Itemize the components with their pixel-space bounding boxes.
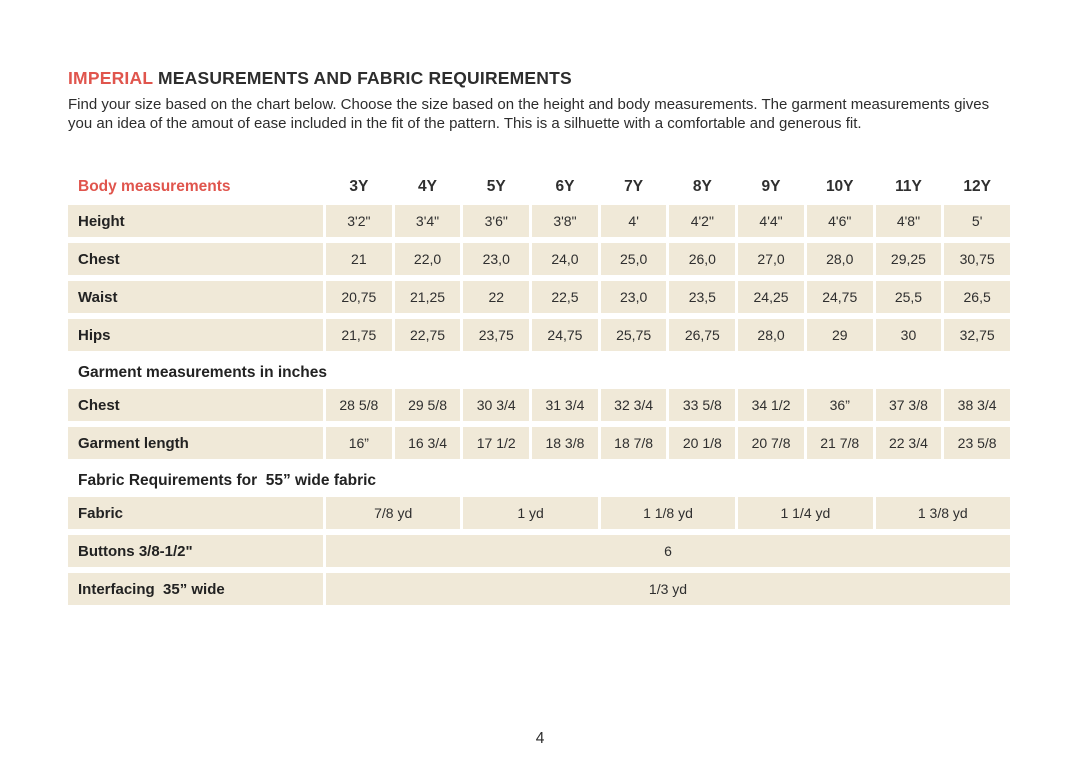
size-col-header-11y: 11Y: [895, 178, 922, 195]
measurement-cell: 20 7/8: [738, 427, 804, 459]
size-col-header-5y: 5Y: [486, 178, 506, 195]
measurement-cell: 18 3/8: [532, 427, 598, 459]
page-content: [68, 68, 1010, 605]
measurement-cell: 3'4": [395, 205, 461, 237]
size-col-header-7y: 7Y: [624, 178, 644, 195]
measurement-cell: 30,75: [944, 243, 1010, 275]
measurement-cell: 5': [944, 205, 1010, 237]
measurement-cell: 36”: [807, 389, 873, 421]
size-col-header-3y: 3Y: [349, 178, 369, 195]
measurement-cell: 23,75: [463, 319, 529, 351]
measurement-cell: 17 1/2: [463, 427, 529, 459]
measurement-cell: 30: [876, 319, 942, 351]
measurement-cell: 24,75: [532, 319, 598, 351]
measurement-cell: 22 3/4: [876, 427, 942, 459]
measurement-cell: 4'6": [807, 205, 873, 237]
measurement-cell: 22: [463, 281, 529, 313]
size-col-header-6y: 6Y: [555, 178, 575, 195]
measurements-table: [68, 175, 1010, 605]
measurement-cell: 4'2": [669, 205, 735, 237]
size-col-header-12y: 12Y: [963, 178, 991, 195]
measurement-cell: 29: [807, 319, 873, 351]
row-label-height: Height: [68, 205, 323, 237]
measurement-cell: 33 5/8: [669, 389, 735, 421]
row-label-hips: Hips: [68, 319, 323, 351]
row-label-fabric: Fabric: [68, 497, 323, 529]
row-label-waist: Waist: [68, 281, 323, 313]
fabric-yardage-cell: 1 1/4 yd: [738, 497, 872, 529]
measurement-cell: 4': [601, 205, 667, 237]
measurement-cell: 3'2": [326, 205, 392, 237]
page-title: [68, 68, 1010, 89]
measurement-cell: 27,0: [738, 243, 804, 275]
measurement-cell: 25,75: [601, 319, 667, 351]
measurement-cell: 18 7/8: [601, 427, 667, 459]
measurement-cell: 24,0: [532, 243, 598, 275]
measurement-cell: 31 3/4: [532, 389, 598, 421]
row-label-chest: Chest: [68, 243, 323, 275]
measurement-cell: 26,5: [944, 281, 1010, 313]
size-col-header-10y: 10Y: [825, 178, 854, 195]
row-label-garment-length: Garment length: [68, 427, 323, 459]
measurement-cell: 23 5/8: [944, 427, 1010, 459]
measurement-cell: 23,0: [463, 243, 529, 275]
measurement-cell: 22,75: [395, 319, 461, 351]
measurement-cell: 22,5: [532, 281, 598, 313]
measurement-cell: 21 7/8: [807, 427, 873, 459]
measurement-cell: 16 3/4: [395, 427, 461, 459]
buttons-count-cell: 6: [326, 535, 1010, 567]
measurement-cell: 26,75: [669, 319, 735, 351]
measurement-cell: 28,0: [738, 319, 804, 351]
size-col-header-9y: 9Y: [761, 178, 781, 195]
fabric-yardage-cell: 1 1/8 yd: [601, 497, 735, 529]
measurement-cell: 25,0: [601, 243, 667, 275]
section-title-fabric-requirements: Fabric Requirements for 55” wide fabric: [78, 472, 377, 489]
row-label-interfacing: Interfacing 35” wide: [68, 573, 323, 605]
size-col-header-4y: 4Y: [418, 178, 438, 195]
measurement-cell: 32,75: [944, 319, 1010, 351]
measurement-cell: 4'4": [738, 205, 804, 237]
measurement-cell: 20 1/8: [669, 427, 735, 459]
size-col-header-8y: 8Y: [692, 178, 712, 195]
measurement-cell: 22,0: [395, 243, 461, 275]
measurement-cell: 16”: [326, 427, 392, 459]
measurement-cell: 28,0: [807, 243, 873, 275]
table-header-body-measurements: Body measurements: [78, 178, 231, 195]
measurement-cell: 3'6": [463, 205, 529, 237]
measurement-cell: 21,75: [326, 319, 392, 351]
measurement-cell: 4'8": [876, 205, 942, 237]
fabric-yardage-cell: 1 3/8 yd: [876, 497, 1010, 529]
fabric-yardage-cell: 1 yd: [463, 497, 597, 529]
measurement-cell: 28 5/8: [326, 389, 392, 421]
page-number: 4: [535, 730, 545, 747]
row-label-garment-chest: Chest: [68, 389, 323, 421]
page-title-rest: MEASUREMENTS AND FABRIC REQUIREMENTS: [152, 68, 572, 88]
intro-paragraph: Find your size based on the chart below. Choose the size based on the height and body measurements. The garment measurements gives you an idea of the amout of ease included in the fit of the pattern. This is a silhuette with a comfortable and generous fit.: [68, 96, 990, 132]
measurement-cell: 29,25: [876, 243, 942, 275]
interfacing-yardage-cell: 1/3 yd: [326, 573, 1010, 605]
measurement-cell: 23,0: [601, 281, 667, 313]
page-title-highlight: IMPERIAL: [68, 68, 153, 88]
measurement-cell: 25,5: [876, 281, 942, 313]
row-label-buttons: Buttons 3/8-1/2": [68, 535, 323, 567]
section-title-garment-measurements: Garment measurements in inches: [78, 364, 327, 381]
measurement-cell: 21: [326, 243, 392, 275]
measurement-cell: 34 1/2: [738, 389, 804, 421]
measurement-cell: 23,5: [669, 281, 735, 313]
fabric-yardage-cell: 7/8 yd: [326, 497, 460, 529]
measurement-cell: 26,0: [669, 243, 735, 275]
measurement-cell: 30 3/4: [463, 389, 529, 421]
measurement-cell: 20,75: [326, 281, 392, 313]
measurement-cell: 29 5/8: [395, 389, 461, 421]
measurement-cell: 3'8": [532, 205, 598, 237]
measurement-cell: 37 3/8: [876, 389, 942, 421]
measurement-cell: 24,75: [807, 281, 873, 313]
measurement-cell: 21,25: [395, 281, 461, 313]
measurement-cell: 32 3/4: [601, 389, 667, 421]
measurement-cell: 24,25: [738, 281, 804, 313]
measurement-cell: 38 3/4: [944, 389, 1010, 421]
